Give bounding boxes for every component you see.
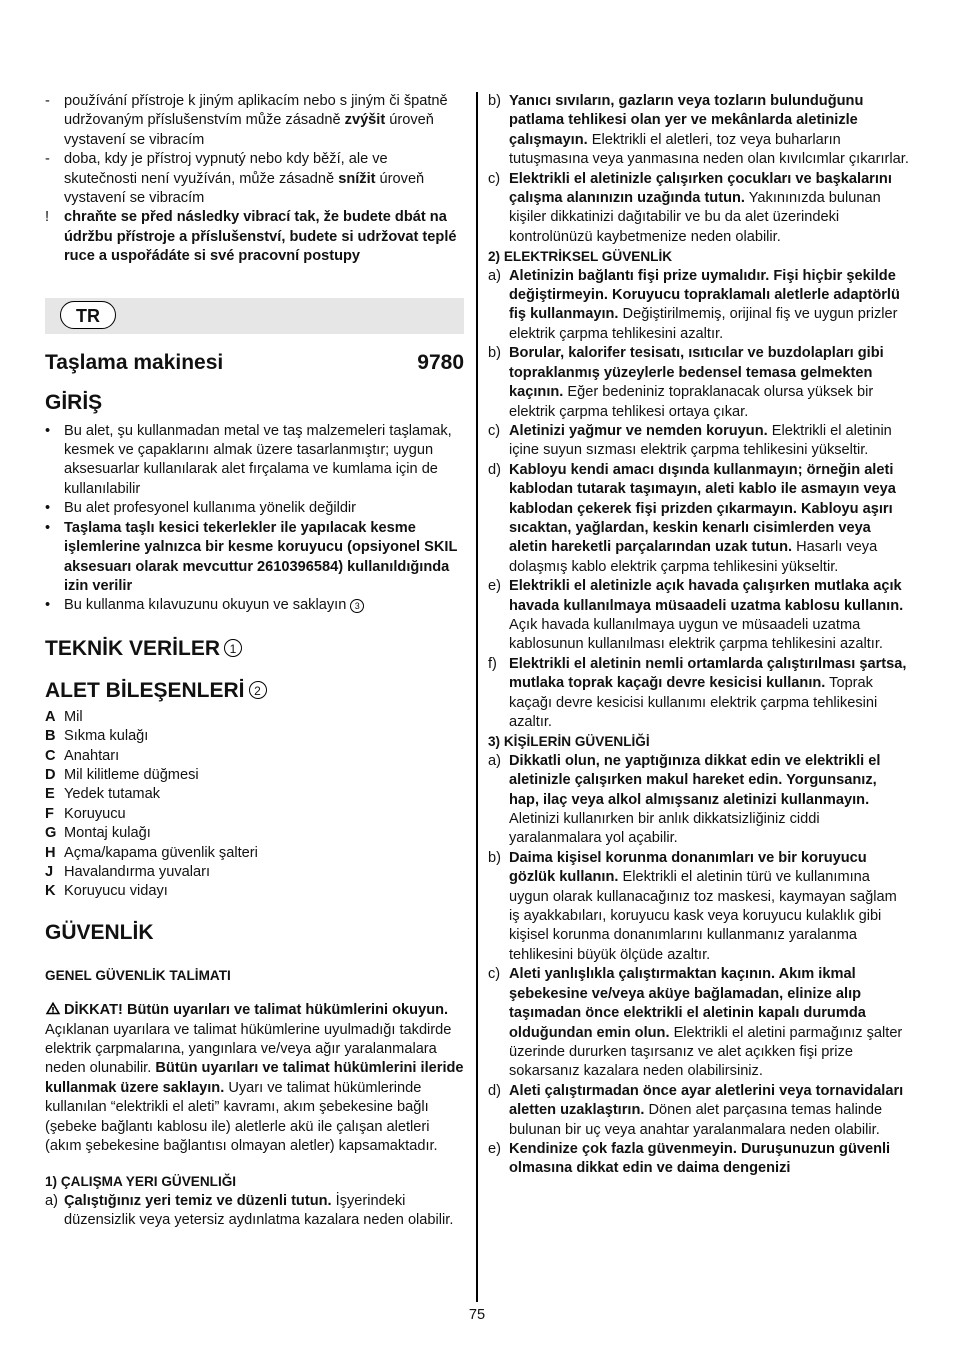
technical-data-heading: TEKNİK VERİLER 1 [45, 636, 464, 662]
text-run: Daima kişisel korunma donanımları ve bir koruyucu gözlük kullanın. [509, 849, 867, 886]
text-run: Elektrikli el aletinizle açık havada çalışırken mutlaka açık havada kullanılmaya müsaadeli uzatma kablosu kullanın. [509, 578, 904, 614]
list-marker: a) [488, 267, 501, 284]
list-marker: - [45, 151, 50, 168]
component-letter: K [45, 883, 56, 900]
text-run: doba, kdy je přístroj vypnutý nebo kdy běží, ale ve skutečnosti není využíván, může zásadně [64, 151, 388, 187]
list-marker: a) [45, 1192, 58, 1209]
safety-heading: GÜVENLİK [45, 920, 154, 944]
component-label: Montaj kulağı [64, 825, 151, 842]
list-marker: b) [488, 849, 501, 866]
list-item [488, 267, 910, 345]
column-divider [476, 92, 478, 1302]
page-number: 75 [468, 1307, 486, 1323]
component-letter: J [45, 863, 54, 880]
intro-heading: GİRİŞ [45, 390, 103, 414]
list-marker: e) [488, 578, 501, 595]
work-area-safety-list [45, 1192, 464, 1231]
list-item [488, 92, 910, 170]
component-letter: E [45, 786, 55, 803]
component-letter: B [45, 728, 56, 745]
figure-ref-2: 2 [249, 681, 267, 699]
list-marker: e) [488, 1140, 501, 1157]
list-marker: • [45, 519, 51, 536]
components-heading: ALET BİLEŞENLERİ 2 [45, 678, 464, 704]
text-run: Kabloyu kendi amacı dışında kullanmayın; örneğin aleti kablodan tutarak taşımayın, aleti kablo ile asmayın veya kablodan çekerek fişi prizden çıkarmayın. Kabloyu aşırı sıcaktan, yağlardan, keskin kenarlı cisimlerden veya aletin hareketli parçalarından uzak tutun. [509, 461, 896, 556]
component-item [45, 766, 464, 785]
text-run: Aleti çalıştırmadan önce ayar aletlerini veya tornavidaları aletten uzaklaştırın. [509, 1082, 904, 1119]
list-marker: c) [488, 966, 501, 983]
list-item [488, 965, 910, 1081]
text-run: Bu alet profesyonel kullanıma yönelik değildir [64, 500, 357, 517]
list-text [509, 655, 910, 733]
text-run: úroveň vystavení se vibracím [64, 170, 425, 207]
text-run: Yanıcı sıvıların, gazların veya tozların bulunduğunu patlama tehlikesi olan yer ve mekânlarda aletinizle çalışmayın. [509, 93, 864, 148]
component-item [45, 785, 464, 804]
section-heading: 3) KİŞİLERİN GÜVENLİĞİ [488, 734, 650, 750]
component-item [45, 863, 464, 882]
left-column [45, 92, 464, 1231]
text-run: Aletinizi kullanırken bir anlık dikkatsizliğiniz ciddi yaralanmalara yol açabilir. [509, 811, 820, 847]
component-letter: F [45, 805, 54, 822]
figure-ref-1: 1 [224, 639, 242, 657]
product-name: Taşlama makinesi [45, 350, 224, 374]
text-run: Bu alet, şu kullanmadan metal ve taş malzemeleri taşlamak, kesmek ve çapaklarını almak üzere tasarlanmıştır; uygun aksesuarlar kullanılarak alet fırçalama ve kumlama için de kullanılabilir [64, 422, 452, 497]
text-run: Dikkatli olun, ne yaptığınıza dikkat edin ve elektrikli el aletinizle çalışırken makul hareket edin. Yorgunsanız, hap, ilaç veya alkol almışsanız aletinizi kullanmayın. [509, 752, 881, 808]
text-run: Elektrikli el aletinin içine suyun sızması elektrik çarpma tehlikesini yükseltir. [509, 422, 892, 459]
text-run: Elektrikli el aletinizle çalışırken çocukları ve başkalarını çalışma alanınızın uzağında tutun. [509, 170, 892, 207]
component-label: Yedek tutamak [64, 786, 161, 803]
text-run: Açıklanan uyarılara ve talimat hükümlerine uyulmadığı takdirde elektrik çarpmalarına, yangınlara ve/veya ağır yaralanmalara neden olunabilir. [45, 1021, 452, 1077]
text-run: Uyarı ve talimat hükümlerinde kullanılan “elektrikli el aleti” kavramı, akım şebekesine bağlı (şebeke bağlantı kablosu ile) aletlerle akü ile çalışan aletleri (akım şebekesine bağlantısı olmayan aletler) kapsamaktadır. [45, 1079, 438, 1155]
list-text [509, 965, 910, 1081]
list-item [488, 461, 910, 577]
section-heading: 2) ELEKTRİKSEL GÜVENLİK [488, 249, 673, 265]
list-item [488, 170, 910, 248]
text-run: Elektrikli el aletini parmağınız şalter üzerinde dururken taşırsanız ve alet açıkken fişi prize sokarsanız kazalara neden olabilirsiniz. [509, 1024, 903, 1080]
text-run: Taşlama taşlı kesici tekerlekler ile yapılacak kesme işlemlerine yalnızca bir kesme koruyucu (opsiyonel SKIL aksesuarı olarak mevcuttur 2610396584) kullanıldığında izin verilir [64, 519, 458, 594]
list-text [64, 422, 464, 500]
list-marker: c) [488, 170, 501, 187]
list-item [488, 849, 910, 965]
text-run: Toprak kaçağı devre kesicisi kullanımı elektrik çarpma tehlikesini azaltır. [509, 675, 878, 730]
general-safety-heading: GENEL GÜVENLİK TALİMATI [45, 967, 231, 983]
bullet-item [45, 499, 464, 518]
right-column [488, 92, 910, 1179]
component-letter: D [45, 766, 56, 783]
list-item [488, 577, 910, 655]
component-item [45, 708, 464, 727]
component-letter: C [45, 747, 56, 764]
list-item [488, 752, 910, 849]
list-text [64, 208, 464, 266]
text-run: Çalıştığınız yeri temiz ve düzenli tutun. [64, 1192, 332, 1209]
text-run: Aleti yanlışlıkla çalıştırmaktan kaçının. Akım ikmal şebekesine ve/veya aküye bağlamadan, elinize alıp taşımadan önce elektrikli el aletinin kapalı durumda olduğundan emin olun. [509, 966, 866, 1041]
components-list [45, 708, 464, 902]
component-item [45, 747, 464, 766]
list-marker: - [45, 93, 50, 109]
component-letter: H [45, 844, 56, 861]
list-item [488, 1082, 910, 1140]
component-label: Anahtarı [64, 747, 120, 764]
list-marker: f) [488, 655, 497, 672]
component-letter: G [45, 825, 57, 842]
component-item [45, 844, 464, 863]
language-bar [45, 298, 464, 334]
list-text [509, 170, 910, 248]
component-label: Sıkma kulağı [64, 728, 149, 745]
list-text [509, 752, 910, 849]
component-label: Koruyucu vidayı [64, 883, 168, 900]
bullet-item [45, 519, 464, 597]
bullet-item [45, 596, 464, 615]
list-item [45, 150, 464, 208]
list-text [64, 499, 464, 518]
list-text [64, 519, 464, 597]
list-text [509, 344, 910, 422]
text-run: Borular, kalorifer tesisatı, ısıtıcılar ve buzdolapları gibi topraklanmış yüzeylerle bedensel temasa gelmekten kaçının. [509, 345, 884, 401]
component-label: Mil [64, 708, 83, 725]
list-marker: ! [45, 209, 50, 226]
list-text [509, 267, 910, 345]
component-item [45, 727, 464, 746]
text-run: Hasarlı veya dolaşmış kablo elektrik çarpma tehlikesini yükseltir. [509, 539, 878, 575]
component-label: Koruyucu [64, 805, 126, 822]
text-run: Açık havada kullanılmaya uygun ve müsaadeli uzatma kablosunun kullanılması elektrik çarpma tehlikesini azaltır. [509, 616, 883, 653]
list-item [45, 1192, 464, 1231]
list-text [509, 461, 910, 577]
list-text [64, 1192, 464, 1231]
component-item [45, 882, 464, 901]
list-marker: d) [488, 1082, 501, 1099]
product-title [45, 350, 464, 376]
component-label: Havalandırma yuvaları [64, 863, 211, 880]
warning-triangle-icon [45, 1001, 61, 1015]
component-label: Açma/kapama güvenlik şalteri [64, 844, 258, 861]
text-run: zvýšit [344, 112, 386, 129]
language-badge: TR [60, 301, 116, 329]
work-area-safety-heading: 1) ÇALIŞMA YERI GÜVENLIĞI [45, 1174, 237, 1190]
text-run: DİKKAT! Bütün uyarıları ve talimat hükümlerini okuyun. [64, 1002, 449, 1019]
list-marker: a) [488, 752, 501, 769]
text-run: chraňte se před následky vibrací tak, že budete dbát na údržbu přístroje a příslušenství, budete si udržovat teplé ruce a uspořádáte si své pracovní postupy [64, 209, 457, 265]
component-item [45, 805, 464, 824]
list-text [64, 150, 464, 208]
list-text [64, 596, 464, 615]
text-run: Aletinizi yağmur ve nemden koruyun. [509, 422, 768, 439]
list-marker: • [45, 422, 51, 439]
text-run: snížit [338, 170, 376, 187]
text-run: úroveň vystavení se vibracím [64, 112, 434, 148]
list-marker: b) [488, 345, 501, 362]
list-marker: • [45, 597, 51, 614]
intro-list [45, 422, 464, 616]
text-run: Elektrikli el aletleri, toz veya buharların tutuşmasına veya yanmasına neden olan kıvılcımlar çıkarırlar. [509, 131, 909, 168]
list-text [509, 1082, 910, 1140]
figure-ref-3: 3 [350, 599, 364, 613]
list-text [64, 92, 464, 150]
list-text [509, 422, 910, 461]
text-run: Dönen alet parçasına temas halinde bulunan bir uç veya anahtar yaralanmalara neden olabilir. [509, 1102, 883, 1138]
list-item [45, 92, 464, 150]
list-marker: • [45, 500, 51, 517]
text-run: Yakınınızda bulunan kişiler dikkatinizi dağıtabilir ve bu da alet üzerindeki kontrolünüzü kaybetmenize neden olabilir. [509, 190, 881, 245]
product-model: 9780 [417, 350, 464, 374]
list-item [488, 655, 910, 733]
list-text [509, 92, 910, 170]
list-marker: b) [488, 93, 501, 109]
list-item [488, 344, 910, 422]
text-run: Eğer bedeniniz topraklanacak olursa yüksek bir elektrik çarpma tehlikesi ortaya çıkar. [509, 384, 874, 420]
text-run: Değiştirilmemiş, orijinal fiş ve uygun prizler elektrik çarpma tehlikesini azaltır. [509, 306, 898, 342]
text-run: používání přístroje k jiným aplikacím nebo s jiným či špatně udržovaným příslušenstvím může zásadně [64, 93, 448, 129]
text-run: Elektrikli el aletinin türü ve kullanımına uygun olarak kullanacağınız toz maskesi, kaymayan sağlam iş ayakkabıları, koruyucu kask veya koruyucu kulaklık gibi kişisel korunma donanımlarını kullanmanız yaralanma tehlikesini büyük ölçüde azaltır. [509, 869, 897, 963]
component-label: Mil kilitleme düğmesi [64, 766, 199, 783]
text-run: Aletinizin bağlantı fişi prize uymalıdır. Fişi hiçbir şekilde değiştirmeyin. Koruyucu topraklamalı aletlerle adaptörlü fiş kullanmayın. [509, 267, 900, 323]
component-letter: A [45, 708, 56, 725]
list-item [488, 422, 910, 461]
list-marker: c) [488, 422, 501, 439]
text-run: Bütün uyarıları ve talimat hükümlerini ileride kullanmak üzere saklayın. [45, 1060, 464, 1096]
component-item [45, 824, 464, 843]
text-run: Bu kullanma kılavuzunu okuyun ve saklayın [64, 597, 347, 614]
vibration-notes [45, 92, 464, 267]
list-text [509, 1140, 910, 1179]
list-text [509, 577, 910, 655]
text-run: Elektrikli el aletinin nemli ortamlarda çalıştırılması şartsa, mutlaka toprak kaçağı devre kesicisi kullanın. [509, 655, 907, 692]
list-item [488, 1140, 910, 1179]
text-run: İşyerindeki düzensizlik veya yetersiz aydınlatma kazalara neden olabilir. [64, 1192, 454, 1229]
text-run: Kendinize çok fazla güvenmeyin. Duruşunuzun güvenli olmasına dikkat edin ve daima dengenizi [509, 1140, 891, 1177]
bullet-item [45, 422, 464, 500]
list-marker: d) [488, 461, 501, 478]
list-text [509, 849, 910, 965]
warning-paragraph [45, 1001, 464, 1156]
list-item [45, 208, 464, 266]
